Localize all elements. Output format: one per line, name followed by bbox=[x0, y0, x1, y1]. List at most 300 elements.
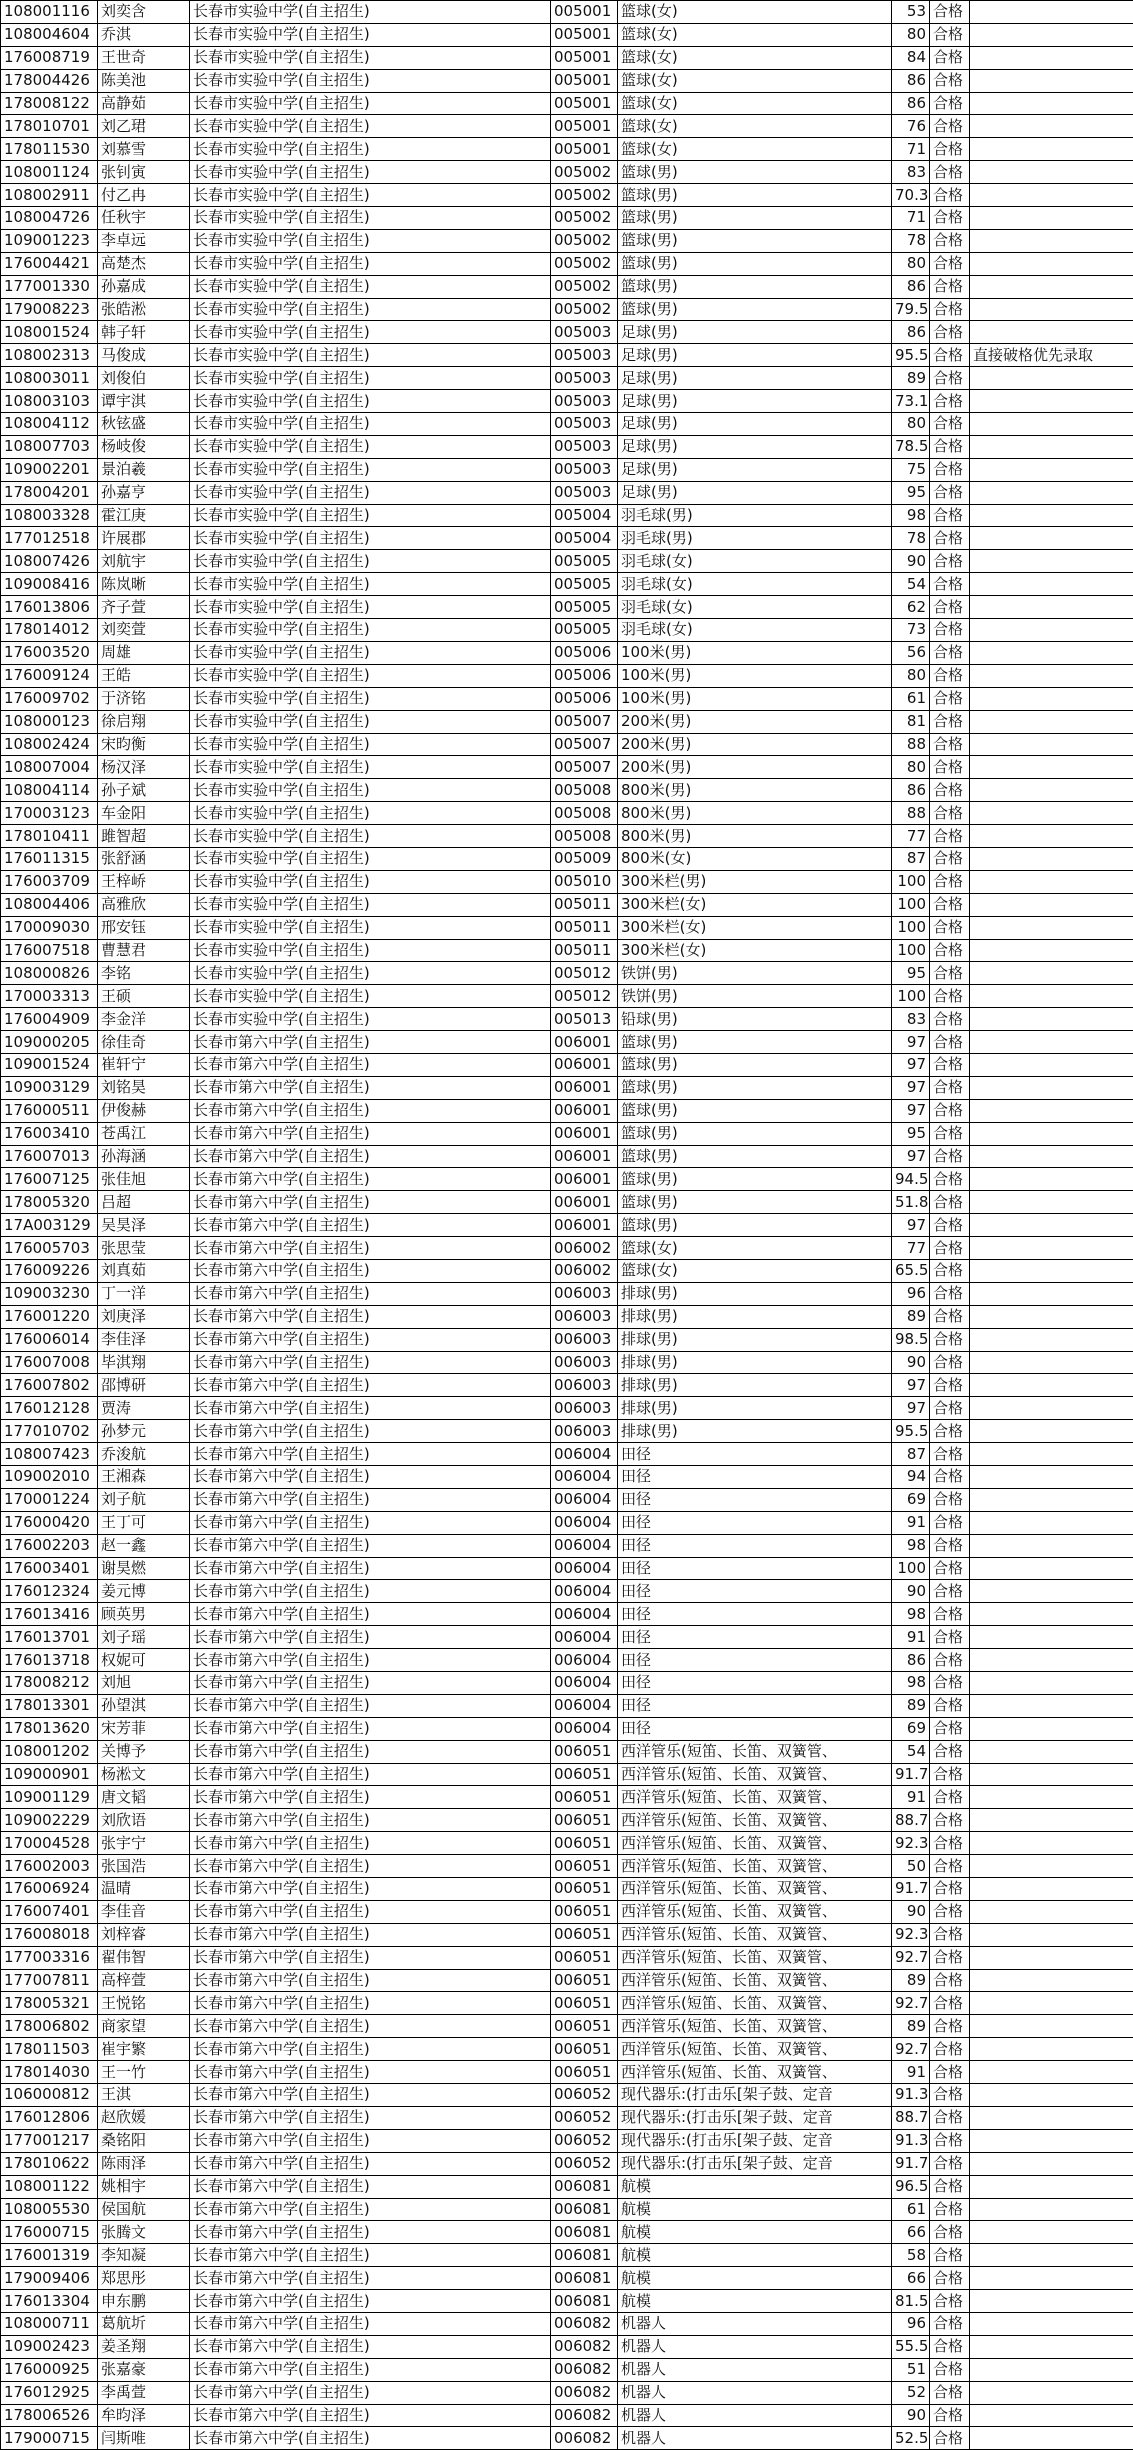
student-name-cell: 李知凝 bbox=[98, 2244, 190, 2267]
table-row bbox=[1, 2381, 1133, 2404]
project-code-cell: 005008 bbox=[551, 825, 618, 848]
note-cell bbox=[970, 687, 1133, 710]
student-name-cell: 张国浩 bbox=[98, 1855, 190, 1878]
table-row bbox=[1, 229, 1133, 252]
project-name-cell: 航模 bbox=[618, 2290, 892, 2313]
result-cell: 合格 bbox=[930, 115, 970, 138]
project-name-cell: 排球(男) bbox=[618, 1374, 892, 1397]
exam-id-cell: 178005320 bbox=[1, 1191, 98, 1214]
exam-id-cell: 176000420 bbox=[1, 1511, 98, 1534]
score-cell: 65.5 bbox=[892, 1259, 930, 1282]
score-cell: 97 bbox=[892, 1031, 930, 1054]
student-name-cell: 李禹萱 bbox=[98, 2381, 190, 2404]
result-cell: 合格 bbox=[930, 1832, 970, 1855]
note-cell bbox=[970, 46, 1133, 69]
school-cell: 长春市第六中学(自主招生) bbox=[190, 1786, 551, 1809]
student-name-cell: 孙梦元 bbox=[98, 1420, 190, 1443]
result-cell: 合格 bbox=[930, 1717, 970, 1740]
result-cell: 合格 bbox=[930, 458, 970, 481]
student-name-cell: 邢安钰 bbox=[98, 916, 190, 939]
project-name-cell: 300米栏(女) bbox=[618, 939, 892, 962]
student-name-cell: 孙海涵 bbox=[98, 1145, 190, 1168]
table-row bbox=[1, 1603, 1133, 1626]
exam-id-cell: 176004909 bbox=[1, 1008, 98, 1031]
school-cell: 长春市实验中学(自主招生) bbox=[190, 390, 551, 413]
project-name-cell: 航模 bbox=[618, 2267, 892, 2290]
table-row bbox=[1, 527, 1133, 550]
project-code-cell: 006051 bbox=[551, 2061, 618, 2084]
school-cell: 长春市第六中学(自主招生) bbox=[190, 1878, 551, 1901]
student-name-cell: 张佳旭 bbox=[98, 1168, 190, 1191]
note-cell bbox=[970, 527, 1133, 550]
school-cell: 长春市第六中学(自主招生) bbox=[190, 2404, 551, 2427]
exam-id-cell: 176003709 bbox=[1, 870, 98, 893]
exam-id-cell: 176006924 bbox=[1, 1878, 98, 1901]
project-code-cell: 005002 bbox=[551, 229, 618, 252]
project-code-cell: 005003 bbox=[551, 435, 618, 458]
project-code-cell: 006004 bbox=[551, 1466, 618, 1489]
table-row bbox=[1, 2198, 1133, 2221]
student-name-cell: 车金阳 bbox=[98, 802, 190, 825]
exam-id-cell: 109008416 bbox=[1, 573, 98, 596]
result-cell: 合格 bbox=[930, 1580, 970, 1603]
exam-id-cell: 178013301 bbox=[1, 1694, 98, 1717]
result-cell: 合格 bbox=[930, 2381, 970, 2404]
note-cell bbox=[970, 1603, 1133, 1626]
project-name-cell: 排球(男) bbox=[618, 1351, 892, 1374]
result-cell: 合格 bbox=[930, 2312, 970, 2335]
student-name-cell: 翟伟智 bbox=[98, 1946, 190, 1969]
exam-id-cell: 108001116 bbox=[1, 1, 98, 24]
school-cell: 长春市实验中学(自主招生) bbox=[190, 985, 551, 1008]
school-cell: 长春市第六中学(自主招生) bbox=[190, 2267, 551, 2290]
project-name-cell: 羽毛球(女) bbox=[618, 619, 892, 642]
school-cell: 长春市第六中学(自主招生) bbox=[190, 1832, 551, 1855]
project-name-cell: 机器人 bbox=[618, 2404, 892, 2427]
exam-id-cell: 106000812 bbox=[1, 2084, 98, 2107]
note-cell bbox=[970, 229, 1133, 252]
school-cell: 长春市实验中学(自主招生) bbox=[190, 687, 551, 710]
table-row bbox=[1, 2129, 1133, 2152]
note-cell bbox=[970, 664, 1133, 687]
project-name-cell: 西洋管乐(短笛、长笛、双簧管、 bbox=[618, 1832, 892, 1855]
student-name-cell: 王皓 bbox=[98, 664, 190, 687]
school-cell: 长春市第六中学(自主招生) bbox=[190, 2244, 551, 2267]
score-cell: 90 bbox=[892, 1580, 930, 1603]
result-cell: 合格 bbox=[930, 23, 970, 46]
student-name-cell: 贾涛 bbox=[98, 1397, 190, 1420]
table-row bbox=[1, 962, 1133, 985]
score-cell: 83 bbox=[892, 161, 930, 184]
score-cell: 95 bbox=[892, 1122, 930, 1145]
result-cell: 合格 bbox=[930, 1328, 970, 1351]
project-code-cell: 006081 bbox=[551, 2267, 618, 2290]
score-cell: 97 bbox=[892, 1053, 930, 1076]
table-row bbox=[1, 893, 1133, 916]
note-cell bbox=[970, 2358, 1133, 2381]
school-cell: 长春市第六中学(自主招生) bbox=[190, 1168, 551, 1191]
note-cell bbox=[970, 1099, 1133, 1122]
result-cell: 合格 bbox=[930, 1168, 970, 1191]
student-name-cell: 孙望淇 bbox=[98, 1694, 190, 1717]
note-cell bbox=[970, 1740, 1133, 1763]
note-cell bbox=[970, 321, 1133, 344]
student-name-cell: 谢昊燃 bbox=[98, 1557, 190, 1580]
result-cell: 合格 bbox=[930, 1740, 970, 1763]
note-cell bbox=[970, 1900, 1133, 1923]
school-cell: 长春市第六中学(自主招生) bbox=[190, 2358, 551, 2381]
project-code-cell: 005007 bbox=[551, 756, 618, 779]
project-name-cell: 300米栏(女) bbox=[618, 893, 892, 916]
score-cell: 87 bbox=[892, 1443, 930, 1466]
project-name-cell: 田径 bbox=[618, 1488, 892, 1511]
project-name-cell: 铁饼(男) bbox=[618, 985, 892, 1008]
student-name-cell: 权妮可 bbox=[98, 1649, 190, 1672]
result-cell: 合格 bbox=[930, 1374, 970, 1397]
table-row bbox=[1, 275, 1133, 298]
note-cell bbox=[970, 1328, 1133, 1351]
student-name-cell: 陈岚晰 bbox=[98, 573, 190, 596]
school-cell: 长春市第六中学(自主招生) bbox=[190, 1900, 551, 1923]
student-name-cell: 赵欣媛 bbox=[98, 2106, 190, 2129]
school-cell: 长春市第六中学(自主招生) bbox=[190, 1626, 551, 1649]
result-cell: 合格 bbox=[930, 962, 970, 985]
project-name-cell: 100米(男) bbox=[618, 687, 892, 710]
table-row bbox=[1, 46, 1133, 69]
project-name-cell: 西洋管乐(短笛、长笛、双簧管、 bbox=[618, 1923, 892, 1946]
note-cell bbox=[970, 847, 1133, 870]
score-cell: 98 bbox=[892, 1534, 930, 1557]
school-cell: 长春市实验中学(自主招生) bbox=[190, 207, 551, 230]
project-name-cell: 200米(男) bbox=[618, 756, 892, 779]
student-name-cell: 王世奇 bbox=[98, 46, 190, 69]
school-cell: 长春市实验中学(自主招生) bbox=[190, 619, 551, 642]
exam-id-cell: 176006014 bbox=[1, 1328, 98, 1351]
project-name-cell: 西洋管乐(短笛、长笛、双簧管、 bbox=[618, 2015, 892, 2038]
project-name-cell: 篮球(男) bbox=[618, 1145, 892, 1168]
note-cell bbox=[970, 1511, 1133, 1534]
result-cell: 合格 bbox=[930, 573, 970, 596]
student-name-cell: 曹慧君 bbox=[98, 939, 190, 962]
result-cell: 合格 bbox=[930, 2221, 970, 2244]
note-cell bbox=[970, 2084, 1133, 2107]
exam-id-cell: 176003410 bbox=[1, 1122, 98, 1145]
result-cell: 合格 bbox=[930, 2427, 970, 2450]
note-cell bbox=[970, 596, 1133, 619]
exam-id-cell: 176012806 bbox=[1, 2106, 98, 2129]
student-name-cell: 王硕 bbox=[98, 985, 190, 1008]
project-code-cell: 006004 bbox=[551, 1694, 618, 1717]
student-name-cell: 于济铭 bbox=[98, 687, 190, 710]
project-code-cell: 006082 bbox=[551, 2312, 618, 2335]
result-cell: 合格 bbox=[930, 207, 970, 230]
score-cell: 84 bbox=[892, 46, 930, 69]
table-row bbox=[1, 92, 1133, 115]
school-cell: 长春市第六中学(自主招生) bbox=[190, 2427, 551, 2450]
exam-id-cell: 176013701 bbox=[1, 1626, 98, 1649]
project-name-cell: 西洋管乐(短笛、长笛、双簧管、 bbox=[618, 1855, 892, 1878]
note-cell bbox=[970, 390, 1133, 413]
result-cell: 合格 bbox=[930, 1420, 970, 1443]
project-name-cell: 篮球(男) bbox=[618, 1053, 892, 1076]
table-row bbox=[1, 1855, 1133, 1878]
exam-id-cell: 176000925 bbox=[1, 2358, 98, 2381]
result-cell: 合格 bbox=[930, 1626, 970, 1649]
exam-id-cell: 108003011 bbox=[1, 367, 98, 390]
table-row bbox=[1, 2244, 1133, 2267]
school-cell: 长春市实验中学(自主招生) bbox=[190, 641, 551, 664]
school-cell: 长春市实验中学(自主招生) bbox=[190, 962, 551, 985]
student-name-cell: 商家望 bbox=[98, 2015, 190, 2038]
student-name-cell: 陈雨泽 bbox=[98, 2152, 190, 2175]
student-name-cell: 李铭 bbox=[98, 962, 190, 985]
school-cell: 长春市第六中学(自主招生) bbox=[190, 1992, 551, 2015]
project-name-cell: 田径 bbox=[618, 1511, 892, 1534]
table-row bbox=[1, 2061, 1133, 2084]
table-row bbox=[1, 1534, 1133, 1557]
student-name-cell: 乔浚航 bbox=[98, 1443, 190, 1466]
note-cell bbox=[970, 893, 1133, 916]
score-cell: 91.7 bbox=[892, 1763, 930, 1786]
note-cell bbox=[970, 1946, 1133, 1969]
exam-id-cell: 108001122 bbox=[1, 2175, 98, 2198]
result-cell: 合格 bbox=[930, 2290, 970, 2313]
exam-id-cell: 178006802 bbox=[1, 2015, 98, 2038]
result-cell: 合格 bbox=[930, 985, 970, 1008]
project-code-cell: 005001 bbox=[551, 92, 618, 115]
project-code-cell: 005013 bbox=[551, 1008, 618, 1031]
note-cell bbox=[970, 1878, 1133, 1901]
table-row bbox=[1, 2267, 1133, 2290]
score-cell: 78 bbox=[892, 527, 930, 550]
student-name-cell: 徐启翔 bbox=[98, 710, 190, 733]
note-cell bbox=[970, 207, 1133, 230]
project-code-cell: 005003 bbox=[551, 367, 618, 390]
exam-id-cell: 176005703 bbox=[1, 1237, 98, 1260]
table-row bbox=[1, 550, 1133, 573]
project-code-cell: 005011 bbox=[551, 916, 618, 939]
project-code-cell: 006082 bbox=[551, 2404, 618, 2427]
note-cell bbox=[970, 825, 1133, 848]
project-code-cell: 006082 bbox=[551, 2358, 618, 2381]
school-cell: 长春市第六中学(自主招生) bbox=[190, 2290, 551, 2313]
note-cell bbox=[970, 2244, 1133, 2267]
table-row bbox=[1, 619, 1133, 642]
project-name-cell: 现代器乐:(打击乐[架子鼓、定音 bbox=[618, 2106, 892, 2129]
result-cell: 合格 bbox=[930, 1053, 970, 1076]
note-cell bbox=[970, 1076, 1133, 1099]
note-cell bbox=[970, 802, 1133, 825]
project-name-cell: 田径 bbox=[618, 1603, 892, 1626]
exam-id-cell: 177012518 bbox=[1, 527, 98, 550]
table-row bbox=[1, 115, 1133, 138]
project-name-cell: 排球(男) bbox=[618, 1305, 892, 1328]
school-cell: 长春市第六中学(自主招生) bbox=[190, 2015, 551, 2038]
student-name-cell: 李佳音 bbox=[98, 1900, 190, 1923]
table-row bbox=[1, 1351, 1133, 1374]
exam-id-cell: 178014012 bbox=[1, 619, 98, 642]
score-cell: 89 bbox=[892, 367, 930, 390]
project-code-cell: 005005 bbox=[551, 619, 618, 642]
project-code-cell: 005005 bbox=[551, 573, 618, 596]
project-name-cell: 篮球(男) bbox=[618, 161, 892, 184]
score-cell: 92.3 bbox=[892, 1832, 930, 1855]
note-cell bbox=[970, 1053, 1133, 1076]
table-row bbox=[1, 1099, 1133, 1122]
result-cell: 合格 bbox=[930, 275, 970, 298]
exam-id-cell: 177001330 bbox=[1, 275, 98, 298]
result-cell: 合格 bbox=[930, 1786, 970, 1809]
exam-id-cell: 176008719 bbox=[1, 46, 98, 69]
student-name-cell: 王淇 bbox=[98, 2084, 190, 2107]
score-cell: 90 bbox=[892, 1900, 930, 1923]
school-cell: 长春市第六中学(自主招生) bbox=[190, 1214, 551, 1237]
project-code-cell: 006051 bbox=[551, 1740, 618, 1763]
result-cell: 合格 bbox=[930, 825, 970, 848]
project-code-cell: 006051 bbox=[551, 1969, 618, 1992]
score-cell: 92.7 bbox=[892, 1946, 930, 1969]
table-row bbox=[1, 390, 1133, 413]
score-cell: 78.5 bbox=[892, 435, 930, 458]
result-cell: 合格 bbox=[930, 527, 970, 550]
exam-id-cell: 176002203 bbox=[1, 1534, 98, 1557]
project-code-cell: 005006 bbox=[551, 641, 618, 664]
school-cell: 长春市第六中学(自主招生) bbox=[190, 1282, 551, 1305]
note-cell bbox=[970, 1168, 1133, 1191]
exam-id-cell: 178006526 bbox=[1, 2404, 98, 2427]
table-row bbox=[1, 1443, 1133, 1466]
table-row bbox=[1, 1992, 1133, 2015]
note-cell bbox=[970, 23, 1133, 46]
table-row bbox=[1, 1191, 1133, 1214]
school-cell: 长春市实验中学(自主招生) bbox=[190, 1, 551, 24]
result-cell: 合格 bbox=[930, 1488, 970, 1511]
project-code-cell: 006051 bbox=[551, 2038, 618, 2061]
result-cell: 合格 bbox=[930, 1969, 970, 1992]
project-name-cell: 800米(女) bbox=[618, 847, 892, 870]
project-name-cell: 800米(男) bbox=[618, 802, 892, 825]
table-row bbox=[1, 2175, 1133, 2198]
note-cell bbox=[970, 1397, 1133, 1420]
score-cell: 79.5 bbox=[892, 298, 930, 321]
project-code-cell: 005007 bbox=[551, 733, 618, 756]
exam-id-cell: 108004112 bbox=[1, 413, 98, 436]
note-cell bbox=[970, 1626, 1133, 1649]
result-cell: 合格 bbox=[930, 69, 970, 92]
project-code-cell: 006004 bbox=[551, 1672, 618, 1695]
school-cell: 长春市第六中学(自主招生) bbox=[190, 2038, 551, 2061]
project-code-cell: 006051 bbox=[551, 1786, 618, 1809]
table-row bbox=[1, 321, 1133, 344]
table-row bbox=[1, 596, 1133, 619]
school-cell: 长春市第六中学(自主招生) bbox=[190, 1191, 551, 1214]
result-cell: 合格 bbox=[930, 1534, 970, 1557]
note-cell bbox=[970, 2038, 1133, 2061]
table-row bbox=[1, 69, 1133, 92]
score-cell: 94 bbox=[892, 1466, 930, 1489]
score-cell: 86 bbox=[892, 92, 930, 115]
result-cell: 合格 bbox=[930, 1809, 970, 1832]
result-cell: 合格 bbox=[930, 321, 970, 344]
project-name-cell: 排球(男) bbox=[618, 1397, 892, 1420]
result-cell: 合格 bbox=[930, 619, 970, 642]
project-code-cell: 005003 bbox=[551, 390, 618, 413]
school-cell: 长春市第六中学(自主招生) bbox=[190, 1923, 551, 1946]
note-cell bbox=[970, 1374, 1133, 1397]
project-name-cell: 篮球(女) bbox=[618, 115, 892, 138]
project-code-cell: 006082 bbox=[551, 2335, 618, 2358]
school-cell: 长春市实验中学(自主招生) bbox=[190, 802, 551, 825]
student-name-cell: 关博予 bbox=[98, 1740, 190, 1763]
exam-id-cell: 176003520 bbox=[1, 641, 98, 664]
score-cell: 52 bbox=[892, 2381, 930, 2404]
project-name-cell: 篮球(男) bbox=[618, 252, 892, 275]
score-cell: 77 bbox=[892, 825, 930, 848]
note-cell bbox=[970, 1351, 1133, 1374]
result-cell: 合格 bbox=[930, 1145, 970, 1168]
school-cell: 长春市第六中学(自主招生) bbox=[190, 1763, 551, 1786]
school-cell: 长春市实验中学(自主招生) bbox=[190, 847, 551, 870]
student-name-cell: 韩子轩 bbox=[98, 321, 190, 344]
student-name-cell: 葛航圻 bbox=[98, 2312, 190, 2335]
project-name-cell: 田径 bbox=[618, 1466, 892, 1489]
score-cell: 89 bbox=[892, 2015, 930, 2038]
student-name-cell: 丁一洋 bbox=[98, 1282, 190, 1305]
note-cell bbox=[970, 870, 1133, 893]
project-name-cell: 铁饼(男) bbox=[618, 962, 892, 985]
school-cell: 长春市第六中学(自主招生) bbox=[190, 2312, 551, 2335]
exam-id-cell: 176013806 bbox=[1, 596, 98, 619]
exam-id-cell: 109001524 bbox=[1, 1053, 98, 1076]
score-cell: 91.3 bbox=[892, 2084, 930, 2107]
project-name-cell: 机器人 bbox=[618, 2427, 892, 2450]
school-cell: 长春市实验中学(自主招生) bbox=[190, 458, 551, 481]
project-code-cell: 005007 bbox=[551, 710, 618, 733]
note-cell bbox=[970, 2335, 1133, 2358]
score-cell: 88.7 bbox=[892, 1809, 930, 1832]
table-row bbox=[1, 664, 1133, 687]
exam-id-cell: 109002201 bbox=[1, 458, 98, 481]
result-cell: 合格 bbox=[930, 664, 970, 687]
note-cell bbox=[970, 550, 1133, 573]
note-cell bbox=[970, 2152, 1133, 2175]
score-cell: 91 bbox=[892, 1626, 930, 1649]
exam-id-cell: 108004406 bbox=[1, 893, 98, 916]
student-name-cell: 张钊寅 bbox=[98, 161, 190, 184]
note-cell bbox=[970, 1237, 1133, 1260]
table-row bbox=[1, 1168, 1133, 1191]
exam-id-cell: 176007125 bbox=[1, 1168, 98, 1191]
project-code-cell: 006051 bbox=[551, 1878, 618, 1901]
project-code-cell: 005002 bbox=[551, 298, 618, 321]
note-cell bbox=[970, 2404, 1133, 2427]
project-code-cell: 006052 bbox=[551, 2129, 618, 2152]
result-cell: 合格 bbox=[930, 2175, 970, 2198]
exam-id-cell: 108003328 bbox=[1, 504, 98, 527]
result-cell: 合格 bbox=[930, 2335, 970, 2358]
project-code-cell: 005002 bbox=[551, 161, 618, 184]
project-code-cell: 006081 bbox=[551, 2198, 618, 2221]
school-cell: 长春市第六中学(自主招生) bbox=[190, 1717, 551, 1740]
student-name-cell: 付乙冉 bbox=[98, 184, 190, 207]
exam-id-cell: 108004604 bbox=[1, 23, 98, 46]
table-row bbox=[1, 710, 1133, 733]
score-cell: 70.3 bbox=[892, 184, 930, 207]
project-code-cell: 006051 bbox=[551, 1855, 618, 1878]
project-code-cell: 006001 bbox=[551, 1214, 618, 1237]
project-name-cell: 羽毛球(女) bbox=[618, 550, 892, 573]
result-cell: 合格 bbox=[930, 184, 970, 207]
